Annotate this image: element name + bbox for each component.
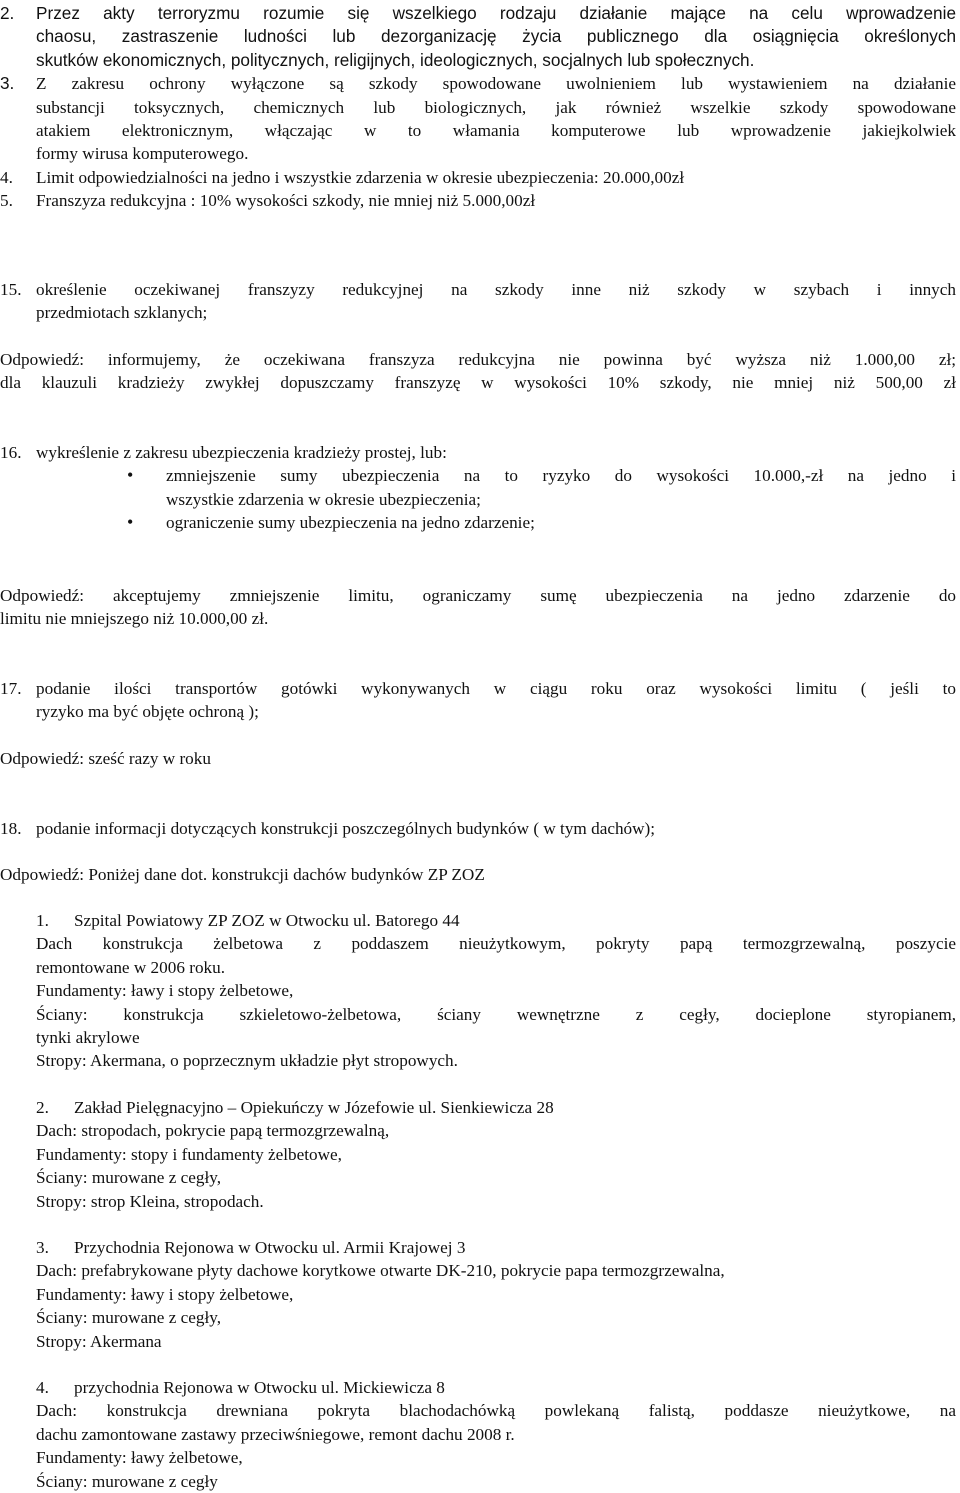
- building-4: [0, 1376, 956, 1493]
- building-detail-line: tynki akrylowe: [36, 1028, 140, 1048]
- bullet-text-line: wszystkie zdarzenia w okresie ubezpieczenia;: [166, 489, 481, 509]
- answer-16: [0, 584, 956, 631]
- top-list-item-5: [0, 189, 956, 212]
- list-number: 5.: [0, 191, 13, 211]
- building-number: 4.: [36, 1378, 49, 1397]
- answer-text-line: dla klauzuli kradzieży zwykłej dopuszczamy franszyzę w wysokości 10% szkody, nie mniej niż 500,00 zł: [0, 373, 956, 393]
- building-2: [0, 1096, 956, 1213]
- question-17: [0, 677, 956, 724]
- building-detail-line: Dach: konstrukcja drewniana pokryta blachodachówką powlekaną falistą, poddasze nieużytkowe, na: [36, 1401, 956, 1421]
- list-number: 3.: [0, 73, 15, 94]
- answer-15: [0, 348, 956, 395]
- answer-text-line: limitu nie mniejszego niż 10.000,00 zł.: [0, 609, 269, 629]
- bullet-icon: •: [127, 512, 134, 533]
- building-detail-line: Stropy: strop Kleina, stropodach.: [36, 1191, 264, 1211]
- text-line: atakiem elektronicznym, włączając w to włamania komputerowe lub wprowadzenie jakiejkolwiek: [36, 121, 956, 141]
- top-list-item-4: [0, 166, 956, 189]
- building-3: [0, 1236, 956, 1353]
- building-detail-line: Dach: prefabrykowane płyty dachowe korytkowe otwarte DK-210, pokrycie papa termozgrzewalna,: [36, 1261, 725, 1281]
- bullet-icon: •: [127, 465, 134, 486]
- text-line: Franszyza redukcyjna : 10% wysokości szkody, nie mniej niż 5.000,00zł: [36, 191, 536, 211]
- question-text-line: ryzyko ma być objęte ochroną );: [36, 702, 259, 722]
- building-detail-line: Ściany: konstrukcja szkieletowo-żelbetowa, ściany wewnętrzne z cegły, docieplone styropianem,: [36, 1004, 956, 1024]
- text-line: Z zakresu ochrony wyłączone są szkody spowodowane uwolnieniem lub wystawieniem na działanie: [36, 74, 956, 94]
- building-detail-line: remontowane w 2006 roku.: [36, 957, 226, 977]
- answer-text: akceptujemy zmniejszenie limitu, ograniczamy sumę ubezpieczenia na jedno zdarzenie do: [112, 586, 957, 605]
- question-text-line: określenie oczekiwanej franszyzy redukcyjnej na szkody inne niż szkody w szybach i innych: [36, 280, 956, 299]
- top-list-item-2: [0, 2, 956, 72]
- building-detail-line: Ściany: murowane z cegły,: [36, 1168, 222, 1188]
- building-detail-line: Fundamenty: ławy żelbetowe,: [36, 1448, 243, 1468]
- building-detail-line: Stropy: Akermana, o poprzecznym układzie płyt stropowych.: [36, 1051, 458, 1071]
- answer-text: informujemy, że oczekiwana franszyza redukcyjna nie powinna być wyższa niż 1.000,00 zł;: [107, 350, 957, 369]
- building-detail-line: Fundamenty: stopy i fundamenty żelbetowe,: [36, 1144, 342, 1164]
- question-text-line: wykreślenie z zakresu ubezpieczenia kradzieży prostej, lub:: [36, 443, 447, 462]
- answer-17: [0, 747, 956, 770]
- building-detail-line: dachu zamontowane zastawy przeciwśniegowe, remont dachu 2008 r.: [36, 1424, 515, 1444]
- question-18: [0, 817, 956, 840]
- question-number: 17.: [0, 679, 22, 698]
- bullet-list: [0, 464, 956, 534]
- answer-label: Odpowiedź:: [0, 350, 85, 369]
- answer-text: sześć razy w roku: [88, 749, 211, 768]
- question-number: 18.: [0, 819, 22, 838]
- building-number: 1.: [36, 911, 49, 930]
- top-list: [0, 2, 956, 213]
- building-title: Zakład Pielęgnacyjno – Opiekuńczy w Józefowie ul. Sienkiewicza 28: [74, 1098, 554, 1117]
- answer-label: Odpowiedź:: [0, 865, 85, 884]
- question-text-line: podanie informacji dotyczących konstrukcji poszczególnych budynków ( w tym dachów);: [36, 819, 656, 838]
- building-title: Przychodnia Rejonowa w Otwocku ul. Armii Krajowej 3: [74, 1238, 466, 1257]
- building-detail-line: Dach konstrukcja żelbetowa z poddaszem nieużytkowym, pokryty papą termozgrzewalną, poszycie: [36, 934, 956, 954]
- bullet-item: [0, 511, 956, 534]
- question-text-line: podanie ilości transportów gotówki wykonywanych w ciągu roku oraz wysokości limitu ( jeśli to: [36, 679, 956, 698]
- building-number: 3.: [36, 1238, 49, 1257]
- building-detail-line: Ściany: murowane z cegły: [36, 1471, 218, 1491]
- question-number: 16.: [0, 443, 22, 462]
- building-detail-line: Stropy: Akermana: [36, 1331, 162, 1351]
- answer-text: Poniżej dane dot. konstrukcji dachów budynków ZP ZOZ: [88, 865, 485, 884]
- building-detail-line: Dach: stropodach, pokrycie papą termozgrzewalną,: [36, 1121, 390, 1141]
- building-1: [0, 909, 956, 1073]
- question-15: [0, 278, 956, 325]
- text-line: Limit odpowiedzialności na jedno i wszystkie zdarzenia w okresie ubezpieczenia: 20.000,00zł: [36, 167, 685, 187]
- top-list-item-3: [0, 72, 956, 166]
- text-line: chaosu, zastraszenie ludności lub dezorganizację życia publicznego dla osiągnięcia określonych: [36, 26, 956, 47]
- list-number: 2.: [0, 3, 15, 23]
- building-detail-line: Fundamenty: ławy i stopy żelbetowe,: [36, 1284, 294, 1304]
- building-number: 2.: [36, 1098, 49, 1117]
- building-detail-line: Ściany: murowane z cegły,: [36, 1308, 222, 1328]
- bullet-item: [0, 464, 956, 511]
- bullet-text-line: ograniczenie sumy ubezpieczenia na jedno zdarzenie;: [166, 513, 535, 533]
- answer-label: Odpowiedź:: [0, 586, 85, 605]
- question-16: [0, 441, 956, 535]
- text-line: formy wirusa komputerowego.: [36, 144, 249, 164]
- building-title: przychodnia Rejonowa w Otwocku ul. Mickiewicza 8: [74, 1378, 445, 1397]
- text-line: skutków ekonomicznych, politycznych, religijnych, ideologicznych, socjalnych lub społecznych.: [36, 49, 755, 70]
- answer-18: [0, 863, 956, 886]
- text-line: substancji toksycznych, chemicznych lub biologicznych, jak również wszelkie szkody spowodowane: [36, 97, 956, 117]
- building-detail-line: Fundamenty: ławy i stopy żelbetowe,: [36, 981, 294, 1001]
- list-number: 4.: [0, 167, 13, 187]
- bullet-text-line: zmniejszenie sumy ubezpieczenia na to ryzyko do wysokości 10.000,-zł na jedno i: [166, 466, 956, 486]
- question-text-line: przedmiotach szklanych;: [36, 303, 208, 323]
- question-number: 15.: [0, 280, 22, 299]
- answer-label: Odpowiedź:: [0, 749, 85, 768]
- building-title: Szpital Powiatowy ZP ZOZ w Otwocku ul. Batorego 44: [74, 911, 460, 930]
- text-line: Przez akty terroryzmu rozumie się wszelkiego rodzaju działanie mające na celu wprowadzenie: [36, 3, 956, 23]
